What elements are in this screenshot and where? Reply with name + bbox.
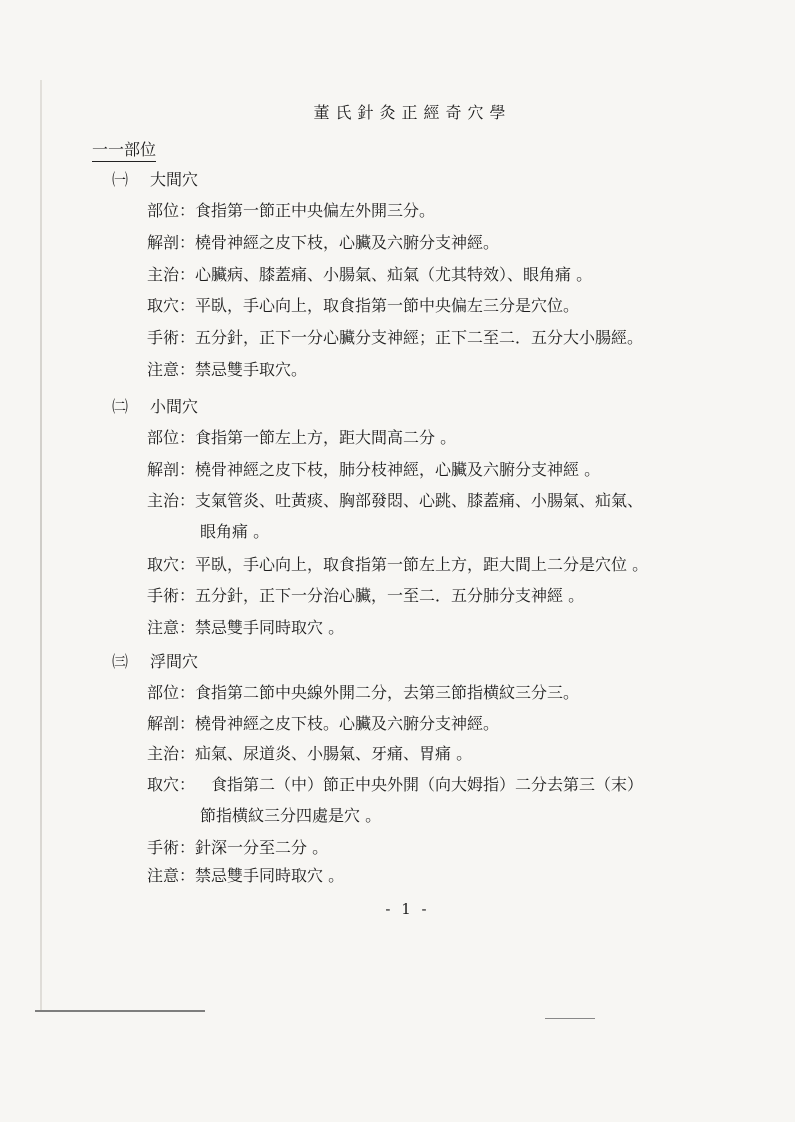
point-line	[147, 328, 643, 348]
point-number: ㈠	[112, 170, 129, 189]
point-line	[147, 618, 344, 638]
line-text: 橈骨神經之皮下枝，心臟及六腑分支神經。	[195, 233, 500, 252]
line-text: 平臥，手心向上，取食指第一節中央偏左三分是穴位。	[195, 296, 580, 315]
line-text: 支氣管炎、吐黃痰、胸部發悶、心跳、膝蓋痛、小腸氣、疝氣、	[195, 491, 644, 510]
line-label: 取穴：	[147, 555, 196, 574]
line-label: 部位：	[147, 428, 196, 447]
point-line	[147, 744, 472, 764]
line-text: 禁忌雙手同時取穴 。	[195, 618, 345, 637]
line-text: 食指第一節左上方，距大間高二分 。	[195, 428, 457, 447]
line-text: 五分針，正下一分心臟分支神經；正下二至二．五分大小腸經。	[195, 328, 644, 347]
line-label: 注意：	[147, 618, 196, 637]
line-label: 部位：	[147, 683, 196, 702]
line-label: 主治：	[147, 744, 196, 763]
point-number: ㈢	[112, 652, 129, 671]
page-title: 董氏針灸正經奇穴學	[313, 103, 512, 122]
point-heading	[112, 170, 198, 190]
line-label: 解剖：	[147, 233, 196, 252]
bottom-rule-short	[545, 1018, 595, 1019]
point-heading	[112, 397, 198, 417]
point-line	[147, 775, 643, 795]
line-label: 手術：	[147, 838, 196, 857]
line-label: 解剖：	[147, 460, 196, 479]
point-line	[147, 714, 499, 734]
line-label: 取穴：	[147, 296, 196, 315]
line-text: 心臟病、膝蓋痛、小腸氣、疝氣（尤其特效）、眼角痛 。	[195, 265, 593, 284]
binding-mark	[40, 80, 42, 1010]
point-line	[147, 265, 592, 285]
line-text: 禁忌雙手取穴。	[195, 360, 308, 379]
line-text: 針深一分至二分 。	[195, 838, 329, 857]
line-text: 平臥，手心向上，取食指第一節左上方，距大間上二分是穴位 。	[195, 555, 649, 574]
page-number: - 1 -	[385, 900, 430, 918]
point-line	[147, 838, 328, 858]
line-label: 手術：	[147, 586, 196, 605]
point-heading	[112, 652, 198, 672]
line-text: 食指第二節中央線外開二分，去第三節指横紋三分三。	[195, 683, 580, 702]
line-text: 橈骨神經之皮下枝。心臟及六腑分支神經。	[195, 714, 500, 733]
line-label: 注意：	[147, 866, 196, 885]
line-label: 注意：	[147, 360, 196, 379]
line-label: 手術：	[147, 328, 196, 347]
point-line	[147, 201, 435, 221]
point-number: ㈡	[112, 397, 129, 416]
point-line	[147, 460, 600, 480]
line-continuation: 節指横紋三分四處是穴 。	[200, 806, 382, 825]
line-continuation: 眼角痛 。	[200, 522, 270, 541]
point-name: 小間穴	[150, 397, 199, 416]
line-text: 食指第二（中）節正中央外開（向大姆指）二分去第三（末）	[195, 775, 644, 794]
point-line	[147, 683, 579, 703]
line-label: 部位：	[147, 201, 196, 220]
line-text: 禁忌雙手同時取穴 。	[195, 866, 345, 885]
point-line	[147, 866, 344, 886]
point-line	[147, 586, 584, 606]
line-text: 疝氣、尿道炎、小腸氣、牙痛、胃痛 。	[195, 744, 473, 763]
point-line	[147, 491, 643, 511]
line-text: 橈骨神經之皮下枝，肺分枝神經，心臟及六腑分支神經 。	[195, 460, 601, 479]
line-text: 五分針，正下一分治心臟，一至二．五分肺分支神經 。	[195, 586, 585, 605]
section-heading: 一一部位	[92, 141, 156, 162]
line-label: 主治：	[147, 265, 196, 284]
point-line	[147, 296, 579, 316]
point-name: 大間穴	[150, 170, 199, 189]
line-label: 取穴：	[147, 775, 196, 794]
point-line	[147, 555, 648, 575]
point-line	[147, 428, 456, 448]
line-label: 主治：	[147, 491, 196, 510]
line-text: 食指第一節正中央偏左外開三分。	[195, 201, 436, 220]
bottom-rule	[35, 1010, 205, 1012]
point-name: 浮間穴	[150, 652, 199, 671]
point-line	[147, 360, 307, 380]
line-label: 解剖：	[147, 714, 196, 733]
point-line	[147, 233, 499, 253]
